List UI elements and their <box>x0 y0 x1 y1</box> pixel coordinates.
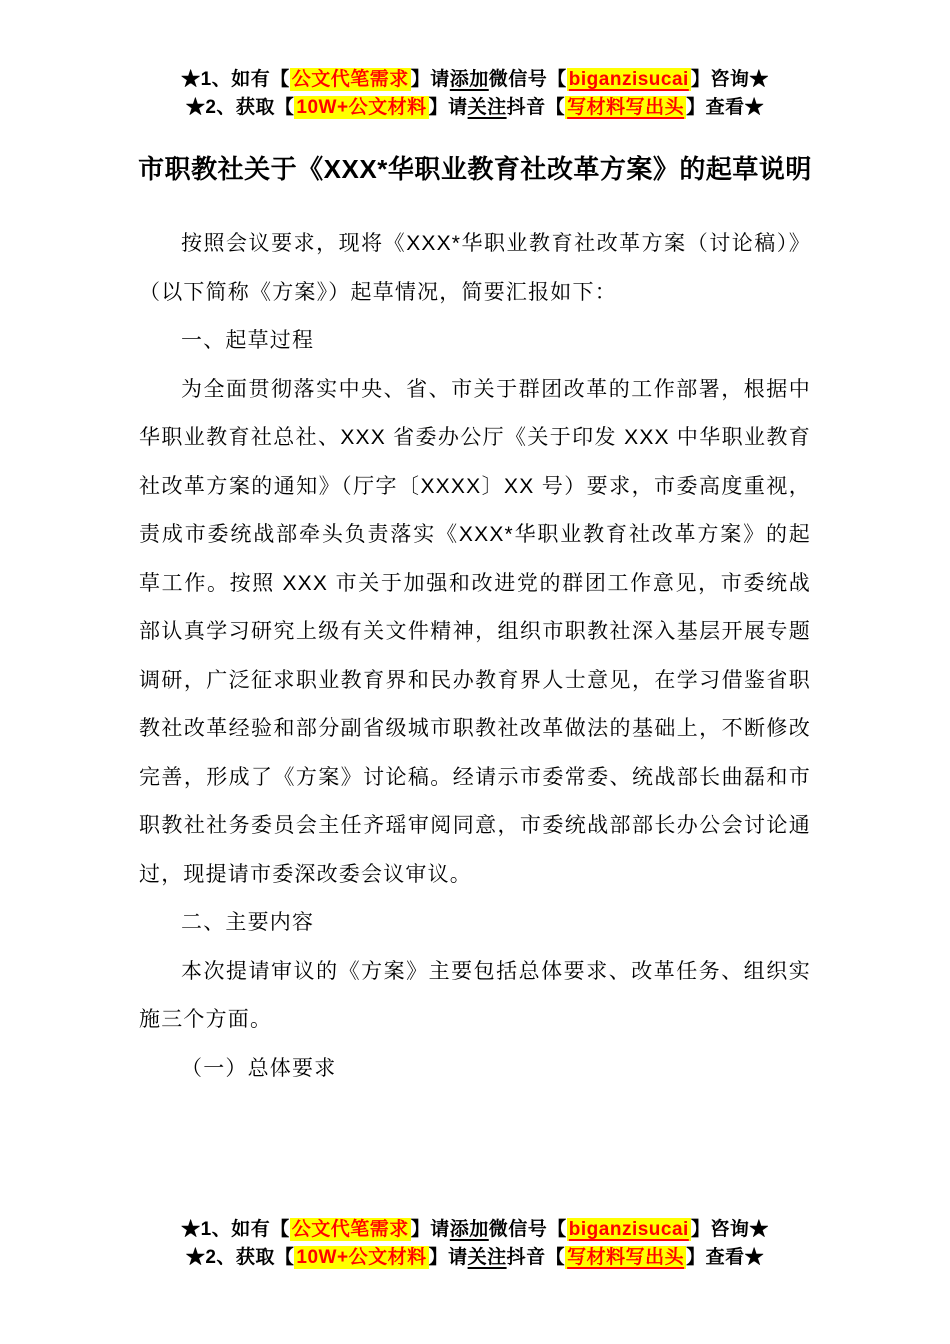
banner-plain-text: 】咨询★ <box>690 1219 769 1240</box>
banner-plain-text: ★2、获取【 <box>185 1247 295 1268</box>
banner-plain-text: ★2、获取【 <box>185 97 295 118</box>
banner-plain-text: 抖音【 <box>506 97 566 118</box>
promo-banner-line <box>0 66 950 94</box>
promo-banner-line <box>0 94 950 122</box>
highlight-douyin-account: 写材料写出头 <box>567 97 685 118</box>
banner-plain-text: ★1、如有【 <box>181 69 290 90</box>
section-heading: （一）总体要求 <box>181 1056 337 1080</box>
promo-banner-line <box>0 1216 950 1244</box>
underlined-word-follow: 关注 <box>467 1247 507 1268</box>
section-heading: 二、主要内容 <box>181 911 315 934</box>
highlight-douyin-account: 写材料写出头 <box>567 1247 685 1268</box>
body-paragraph: 本次提请审议的《方案》主要包括总体要求、改革任务、组织实施三个方面。 <box>139 959 811 1031</box>
underlined-word-add: 添加 <box>449 1219 489 1240</box>
banner-plain-text: 】请 <box>428 1247 468 1268</box>
promo-banner-line <box>0 1244 950 1272</box>
underlined-word-follow: 关注 <box>467 97 507 118</box>
banner-plain-text: 微信号【 <box>488 69 567 90</box>
banner-plain-text: 】查看★ <box>686 1247 765 1268</box>
highlight-keyword-materials: 10W+公文材料 <box>296 1247 427 1268</box>
highlight-wechat-id: biganzisucai <box>568 69 689 90</box>
body-paragraph: 按照会议要求，现将《XXX*华职业教育社改革方案（讨论稿）》（以下简称《方案》）起草情况，简要汇报如下： <box>139 232 811 304</box>
banner-plain-text: 】查看★ <box>686 97 765 118</box>
banner-plain-text: 】请 <box>410 1219 450 1240</box>
document-body <box>139 220 811 1093</box>
banner-plain-text: 】请 <box>410 69 450 90</box>
banner-plain-text: 微信号【 <box>488 1219 567 1240</box>
promo-banner-top <box>0 66 950 122</box>
promo-banner-bottom <box>0 1216 950 1272</box>
body-paragraph: 为全面贯彻落实中央、省、市关于群团改革的工作部署，根据中华职业教育社总社、XXX 省委办公厅《关于印发 XXX 中华职业教育社改革方案的通知》（厅字〔XXXX〕XX 号）要求，市委高度重视，责成市委统战部牵头负责落实《XXX*华职业教育社改革方案》的起草工作。按照 XXX 市关于加强和改进党的群团工作意见，市委统战部认真学习研究上级有关文件精神，组织市职教社深入基层开展专题调研，广泛征求职业教育界和民办教育界人士意见，在学习借鉴省职教社改革经验和部分副省级城市职教社改革做法的基础上，不断修改完善，形成了《方案》讨论稿。经请示市委常委、统战部长曲磊和市职教社社务委员会主任齐瑶审阅同意，市委统战部部长办公会讨论通过，现提请市委深改委会议审议。 <box>139 377 811 886</box>
section-heading: 一、起草过程 <box>181 329 315 352</box>
highlight-keyword-materials: 10W+公文材料 <box>296 97 427 118</box>
highlight-wechat-id: biganzisucai <box>568 1219 689 1240</box>
banner-plain-text: 】请 <box>428 97 468 118</box>
banner-plain-text: 】咨询★ <box>690 69 769 90</box>
highlight-keyword-writing-service: 公文代笔需求 <box>291 69 409 90</box>
underlined-word-add: 添加 <box>449 69 489 90</box>
banner-plain-text: ★1、如有【 <box>181 1219 290 1240</box>
highlight-keyword-writing-service: 公文代笔需求 <box>291 1219 409 1240</box>
document-title: 市职教社关于《XXX*华职业教育社改革方案》的起草说明 <box>138 154 812 184</box>
banner-plain-text: 抖音【 <box>506 1247 566 1268</box>
